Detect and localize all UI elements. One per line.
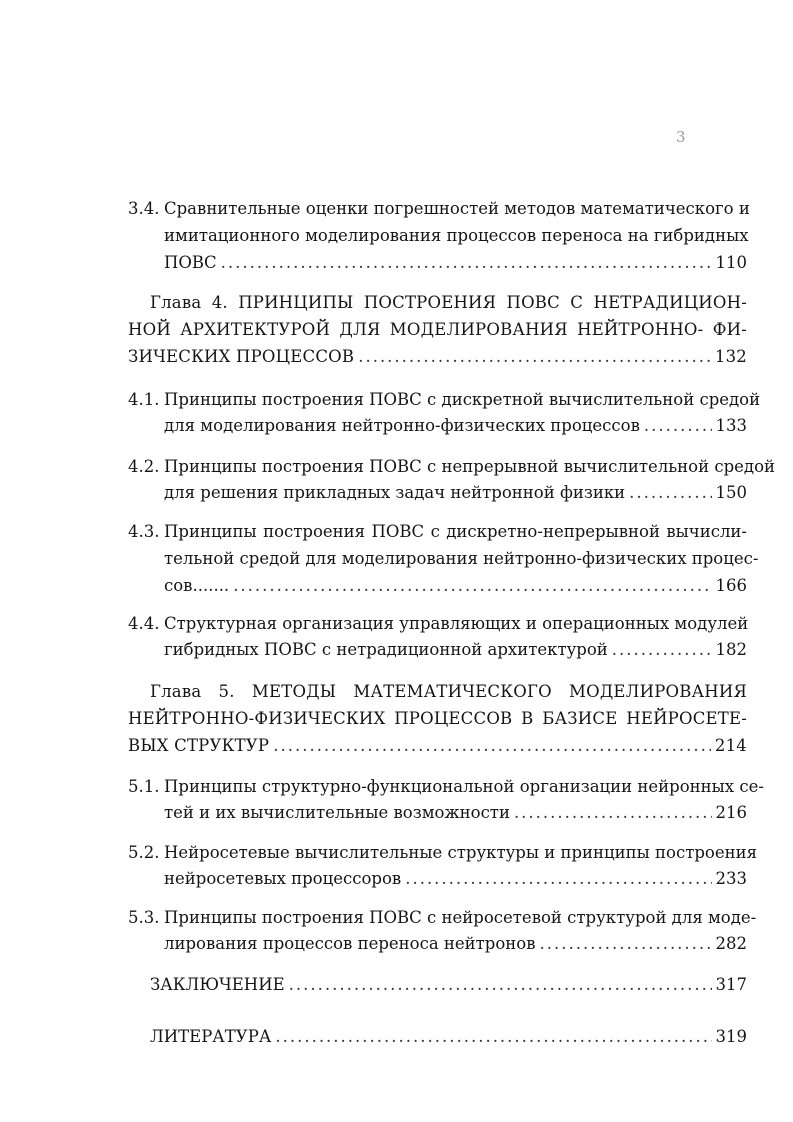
toc-leader-dots	[644, 413, 712, 439]
toc-entry-page: 319	[715, 1027, 747, 1046]
toc-entry-last-line	[150, 972, 747, 998]
toc-chapter-last-line	[128, 344, 747, 370]
toc-entry-text: гибридных ПОВС с нетрадиционной архитектурой	[164, 640, 608, 659]
toc-entry-line: Принципы построения ПОВС с непрерывной вычислительной средой	[164, 457, 776, 476]
toc-entry-page: 317	[715, 975, 747, 994]
toc-leader-dots	[405, 866, 711, 892]
toc-entry-last-line	[164, 800, 747, 826]
toc-entry-last-line	[150, 1024, 747, 1050]
toc-leader-dots	[221, 250, 712, 276]
toc-entry-text: для решения прикладных задач нейтронной физики	[164, 483, 626, 502]
toc-entry-text: ЗАКЛЮЧЕНИЕ	[150, 975, 285, 994]
toc-entry-text: ЛИТЕРАТУРА	[150, 1027, 272, 1046]
toc-entry-text: тей и их вычислительные возможности	[164, 803, 510, 822]
toc-entry-last-line	[164, 480, 747, 506]
toc-entry-line: Принципы построения ПОВС с дискретной вычислительной средой	[164, 390, 761, 409]
toc-entry-last-line	[164, 637, 747, 663]
toc-leader-dots	[275, 1024, 711, 1050]
toc-entry-page: 216	[715, 803, 747, 822]
toc-entry-page: 150	[715, 483, 747, 502]
toc-entry-number: 4.4.	[128, 614, 160, 633]
toc-leader-dots	[612, 637, 712, 663]
toc-entry-last-line	[164, 931, 747, 957]
toc-entry-number: 4.3.	[128, 522, 160, 541]
toc-entry-page: 233	[715, 869, 747, 888]
toc-chapter-text: ЗИЧЕСКИХ ПРОЦЕССОВ	[128, 347, 355, 366]
toc-entry-page: 110	[715, 253, 747, 272]
toc-entry-number: 5.1.	[128, 777, 160, 796]
toc-chapter-line: НЕЙТРОННО-ФИЗИЧЕСКИХ ПРОЦЕССОВ В БАЗИСЕ НЕЙРОСЕТЕ-	[128, 709, 747, 728]
toc-leader-dots	[273, 733, 711, 759]
toc-entry-number: 4.2.	[128, 457, 160, 476]
toc-entry-number: 5.3.	[128, 908, 160, 927]
toc-entry-page: 133	[715, 416, 747, 435]
toc-leader-dots	[289, 972, 712, 998]
toc-entry-text: лирования процессов переноса нейтронов	[164, 934, 536, 953]
toc-entry-text: ПОВС	[164, 253, 217, 272]
toc-entry-line: Принципы структурно-функциональной организации нейронных се-	[164, 777, 764, 796]
toc-chapter-text: ВЫХ СТРУКТУР	[128, 736, 270, 755]
toc-entry-number: 5.2.	[128, 843, 160, 862]
toc-entry-last-line	[164, 250, 747, 276]
toc-entry-number: 4.1.	[128, 390, 160, 409]
toc-chapter-last-line	[128, 733, 747, 759]
toc-entry-number: 3.4.	[128, 199, 160, 218]
toc-entry-page: 166	[715, 576, 747, 595]
toc-entry-last-line	[164, 413, 747, 439]
toc-entry-line: имитационного моделирования процессов переноса на гибридных	[164, 226, 749, 245]
toc-entry-text: нейросетевых процессоров	[164, 869, 402, 888]
toc-leader-dots	[629, 480, 711, 506]
toc-leader-dots	[514, 800, 712, 826]
toc-leader-dots	[233, 573, 711, 599]
toc-entry-page: 282	[715, 934, 747, 953]
page-number: 3	[676, 128, 686, 146]
toc-entry-page: 182	[715, 640, 747, 659]
toc-leader-dots	[540, 931, 712, 957]
toc-entry-text: для моделирования нейтронно-физических процессов	[164, 416, 640, 435]
toc-entry-line: Принципы построения ПОВС с нейросетевой структурой для моде-	[164, 908, 757, 927]
toc-entry-last-line	[164, 866, 747, 892]
toc-leader-dots	[358, 344, 711, 370]
toc-entry-last-line	[164, 573, 747, 599]
toc-entry-line: тельной средой для моделирования нейтронно-физических процес-	[164, 549, 759, 568]
toc-entry-line: Структурная организация управляющих и операционных модулей	[164, 614, 749, 633]
toc-entry-page: 132	[714, 347, 747, 366]
toc-entry-line: Принципы построения ПОВС с дискретно-непрерывной вычисли-	[164, 522, 747, 541]
toc-entry-line: Сравнительные оценки погрешностей методов математического и	[164, 199, 750, 218]
toc-chapter-line: Глава 4. ПРИНЦИПЫ ПОСТРОЕНИЯ ПОВС С НЕТРАДИЦИОН-	[150, 293, 747, 312]
toc-chapter-line: Глава 5. МЕТОДЫ МАТЕМАТИЧЕСКОГО МОДЕЛИРОВАНИЯ	[150, 682, 747, 701]
toc-entry-line: Нейросетевые вычислительные структуры и принципы построения	[164, 843, 757, 862]
toc-chapter-line: НОЙ АРХИТЕКТУРОЙ ДЛЯ МОДЕЛИРОВАНИЯ НЕЙТРОННО- ФИ-	[128, 320, 747, 339]
toc-entry-page: 214	[714, 736, 747, 755]
toc-entry-text: сов.......	[164, 576, 230, 595]
